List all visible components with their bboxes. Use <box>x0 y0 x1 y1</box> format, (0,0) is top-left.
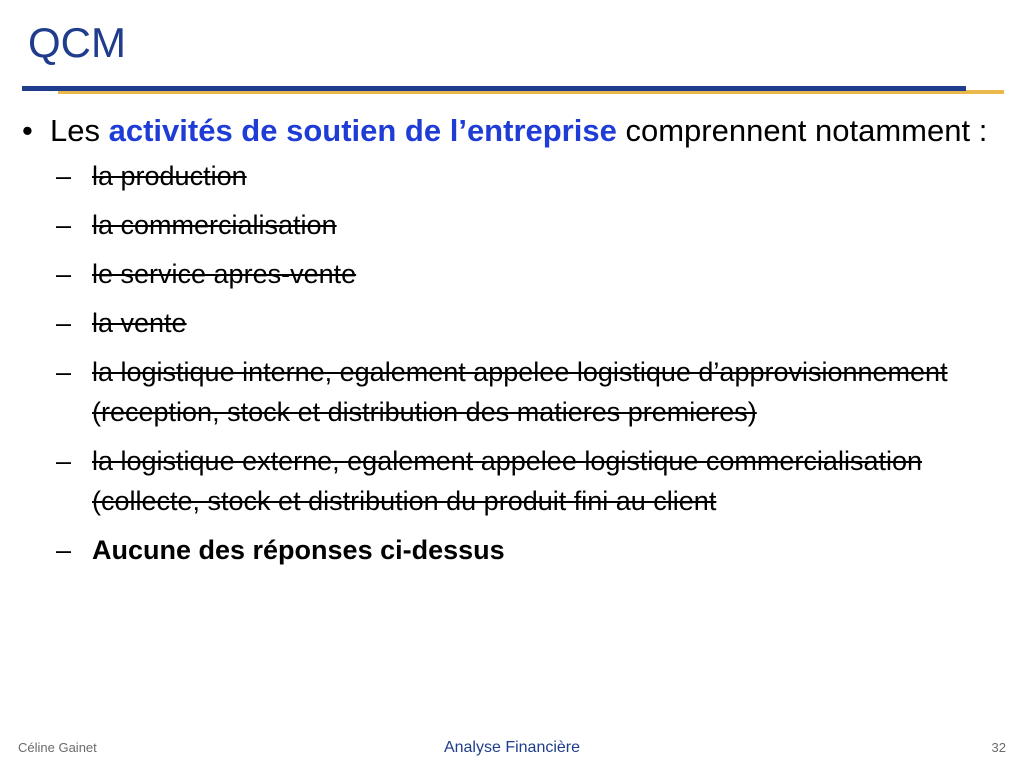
answer-option <box>56 205 1002 245</box>
footer-course: Analyse Financière <box>443 739 581 756</box>
dash-icon: – <box>56 446 72 476</box>
answer-option-text: Aucune des réponses ci-dessus <box>92 535 505 565</box>
dash-icon: – <box>56 308 72 338</box>
answer-option <box>56 352 1002 432</box>
dash-icon: – <box>56 535 72 565</box>
title-underline-blue <box>22 86 966 91</box>
dash-icon: – <box>56 210 72 240</box>
answer-options <box>56 156 1002 570</box>
dash-icon: – <box>56 357 72 387</box>
answer-option-text: la logistique interne, egalement appelee logistique d’approvisionnement (reception, stock et distribution des matieres premieres) <box>92 357 948 427</box>
answer-option-text: la commercialisation <box>92 210 337 240</box>
answer-option-correct <box>56 530 1002 570</box>
dash-icon: – <box>56 161 72 191</box>
answer-option-text: la vente <box>92 308 187 338</box>
answer-option-text: la production <box>92 161 247 191</box>
question-suffix: comprennent notamment : <box>625 113 988 148</box>
answer-option <box>56 156 1002 196</box>
answer-option <box>56 303 1002 343</box>
footer-author: Céline Gainet <box>18 740 97 755</box>
answer-option-text: la logistique externe, egalement appelee logistique commercialisation (collecte, stock et distribution du produit fini au client <box>92 446 922 516</box>
dash-icon: – <box>56 259 72 289</box>
question-prefix: Les <box>50 113 100 148</box>
slide-content <box>22 112 1002 579</box>
answer-option <box>56 254 1002 294</box>
bullet-icon: • <box>22 113 33 148</box>
question-text <box>50 112 1002 150</box>
answer-option-text: le service apres-vente <box>92 259 357 289</box>
question-highlight: activités de soutien de l’entreprise <box>108 113 617 148</box>
answer-option <box>56 441 1002 521</box>
question-line <box>22 112 1002 150</box>
slide-title: QCM <box>28 19 126 66</box>
footer-page-number: 32 <box>991 740 1006 755</box>
